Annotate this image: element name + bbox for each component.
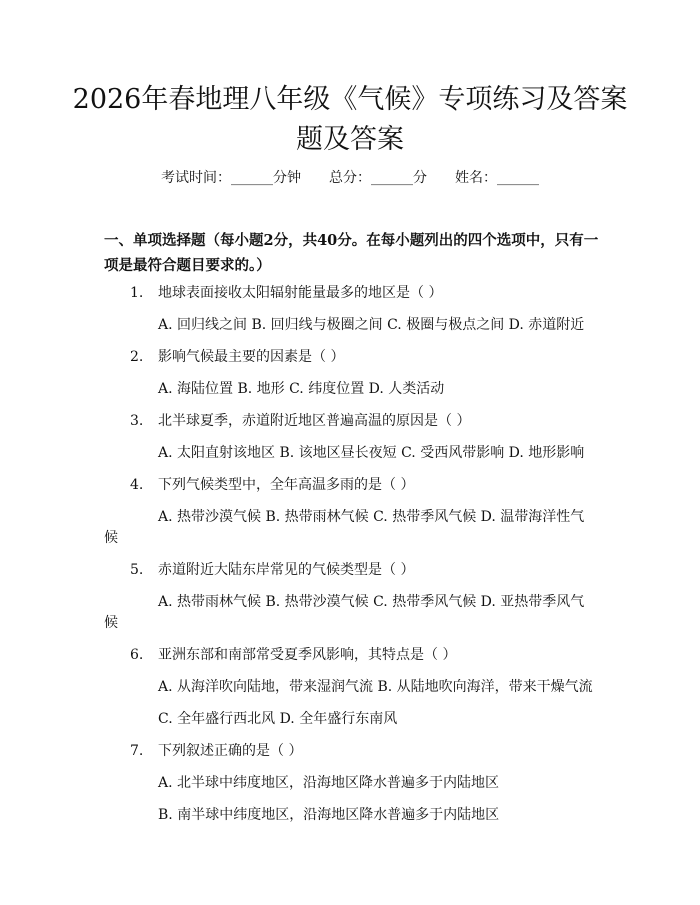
question-stem: 赤道附近大陆东岸常见的气候类型是（ ） [158, 562, 415, 578]
question-7-option-a: A. 北半球中纬度地区，沿海地区降水普遍多于内陆地区 [158, 775, 500, 791]
question-2-options: A. 海陆位置 B. 地形 C. 纬度位置 D. 人类活动 [158, 381, 445, 397]
question-7 [130, 741, 302, 761]
question-5-options-wrap: 候 [104, 615, 118, 631]
question-number: 6. [130, 647, 144, 663]
document-title: 2026年春地理八年级《气候》专项练习及答案题及答案 [72, 84, 628, 155]
question-7-option-b: B. 南半球中纬度地区，沿海地区降水普遍多于内陆地区 [158, 807, 500, 823]
question-5-options: A. 热带雨林气候 B. 热带沙漠气候 C. 热带季风气候 D. 亚热带季风气 [158, 594, 585, 610]
question-number: 1. [130, 285, 144, 301]
question-number: 3. [130, 413, 144, 429]
question-6 [130, 645, 456, 665]
question-5 [130, 560, 414, 580]
question-stem: 北半球夏季，赤道附近地区普遍高温的原因是（ ） [158, 413, 471, 429]
question-3 [130, 411, 470, 431]
question-stem: 地球表面接收太阳辐射能量最多的地区是（ ） [158, 285, 443, 301]
total-score-field: 总分：______分 [329, 170, 427, 186]
question-4 [130, 475, 414, 495]
question-2 [130, 347, 344, 367]
question-1 [130, 283, 442, 303]
question-1-options: A. 回归线之间 B. 回归线与极圈之间 C. 极圈与极点之间 D. 赤道附近 [158, 317, 585, 333]
question-stem: 影响气候最主要的因素是（ ） [158, 349, 345, 365]
question-number: 2. [130, 349, 144, 365]
question-4-options: A. 热带沙漠气候 B. 热带雨林气候 C. 热带季风气候 D. 温带海洋性气 [158, 509, 585, 525]
question-6-option-line-1: A. 从海洋吹向陆地，带来湿润气流 B. 从陆地吹向海洋，带来干燥气流 [158, 679, 593, 695]
question-3-options: A. 太阳直射该地区 B. 该地区昼长夜短 C. 受西风带影响 D. 地形影响 [158, 445, 585, 461]
section-title: 一、单项选择题（每小题2分，共40分。在每小题列出的四个选项中，只有一项是最符合题目要求的。） [104, 232, 599, 274]
question-stem: 下列叙述正确的是（ ） [158, 743, 303, 759]
question-4-options-wrap: 候 [104, 530, 118, 546]
question-number: 5. [130, 562, 144, 578]
exam-info-line [0, 168, 700, 188]
question-stem: 亚洲东部和南部常受夏季风影响，其特点是（ ） [158, 647, 457, 663]
exam-time-field: 考试时间：______分钟 [161, 170, 301, 186]
question-number: 7. [130, 743, 144, 759]
student-name-field: 姓名：______ [455, 170, 539, 186]
question-number: 4. [130, 477, 144, 493]
question-6-option-line-2: C. 全年盛行西北风 D. 全年盛行东南风 [158, 711, 398, 727]
question-stem: 下列气候类型中，全年高温多雨的是（ ） [158, 477, 415, 493]
